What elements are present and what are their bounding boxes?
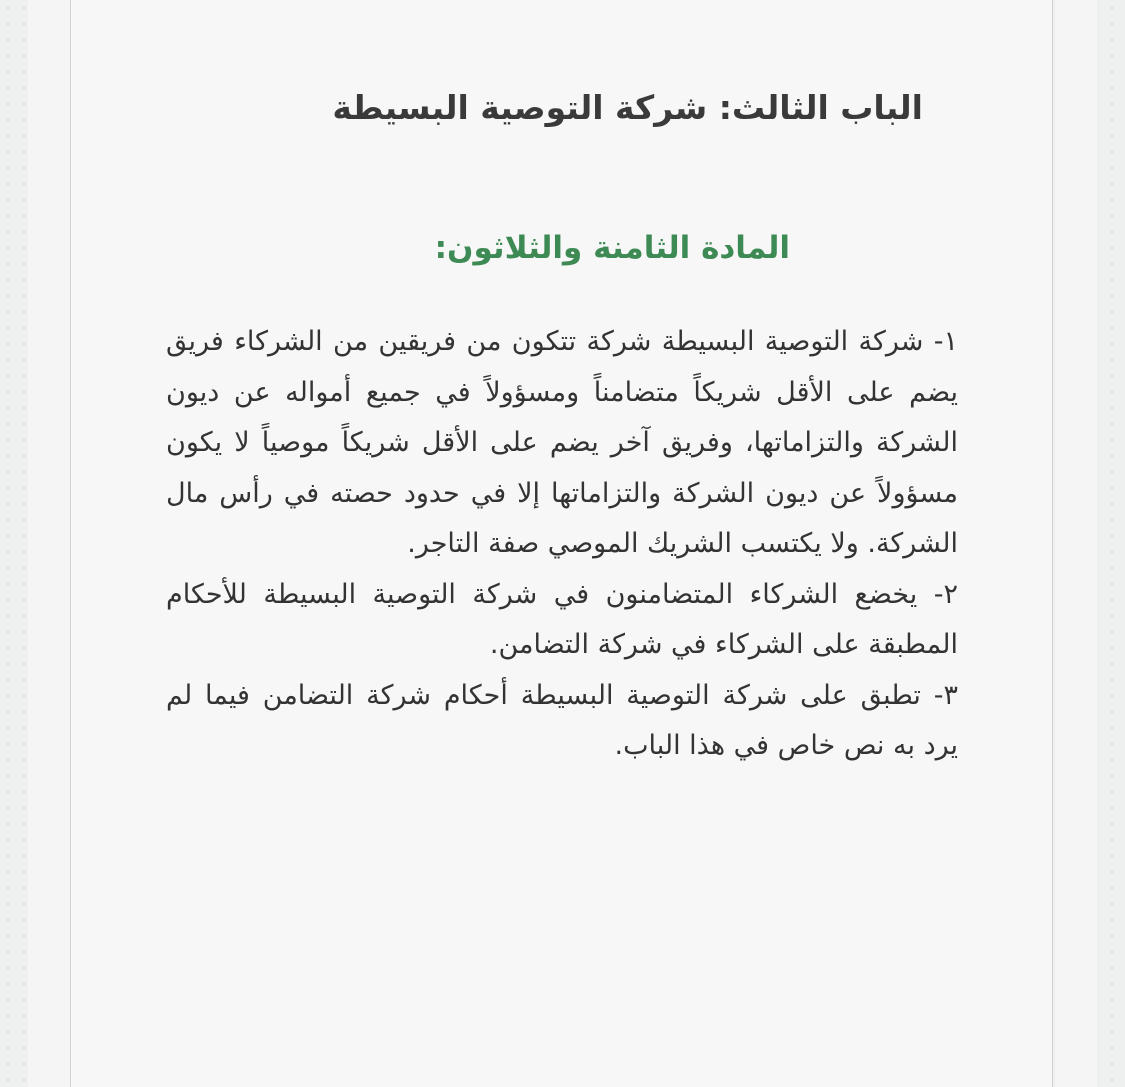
article-body (166, 317, 958, 772)
clause-2: ٢- يخضع الشركاء المتضامنون في شركة التوصية البسيطة للأحكام المطبقة على الشركاء في شركة التضامن. (166, 578, 958, 660)
clause-3: ٣- تطبق على شركة التوصية البسيطة أحكام شركة التضامن فيما لم يرد به نص خاص في هذا الباب. (166, 679, 958, 761)
clause-1: ١- شركة التوصية البسيطة شركة تتكون من فريقين من الشركاء فريق يضم على الأقل شريكاً متضامناً ومسؤولاً في جميع أمواله عن ديون الشركة والتزاماتها، وفريق آخر يضم على الأقل شريكاً موصياً لا يكون مسؤولاً عن ديون الشركة والتزاماتها إلا في حدود حصته في رأس مال الشركة. ولا يكتسب الشريك الموصي صفة التاجر. (166, 326, 958, 559)
document-page (70, 0, 1053, 1087)
left-margin-strip (28, 0, 70, 1087)
chapter-title: الباب الثالث: شركة التوصية البسيطة (332, 88, 923, 127)
article-title: المادة الثامنة والثلاثون: (434, 230, 790, 266)
right-margin-strip (1055, 0, 1097, 1087)
